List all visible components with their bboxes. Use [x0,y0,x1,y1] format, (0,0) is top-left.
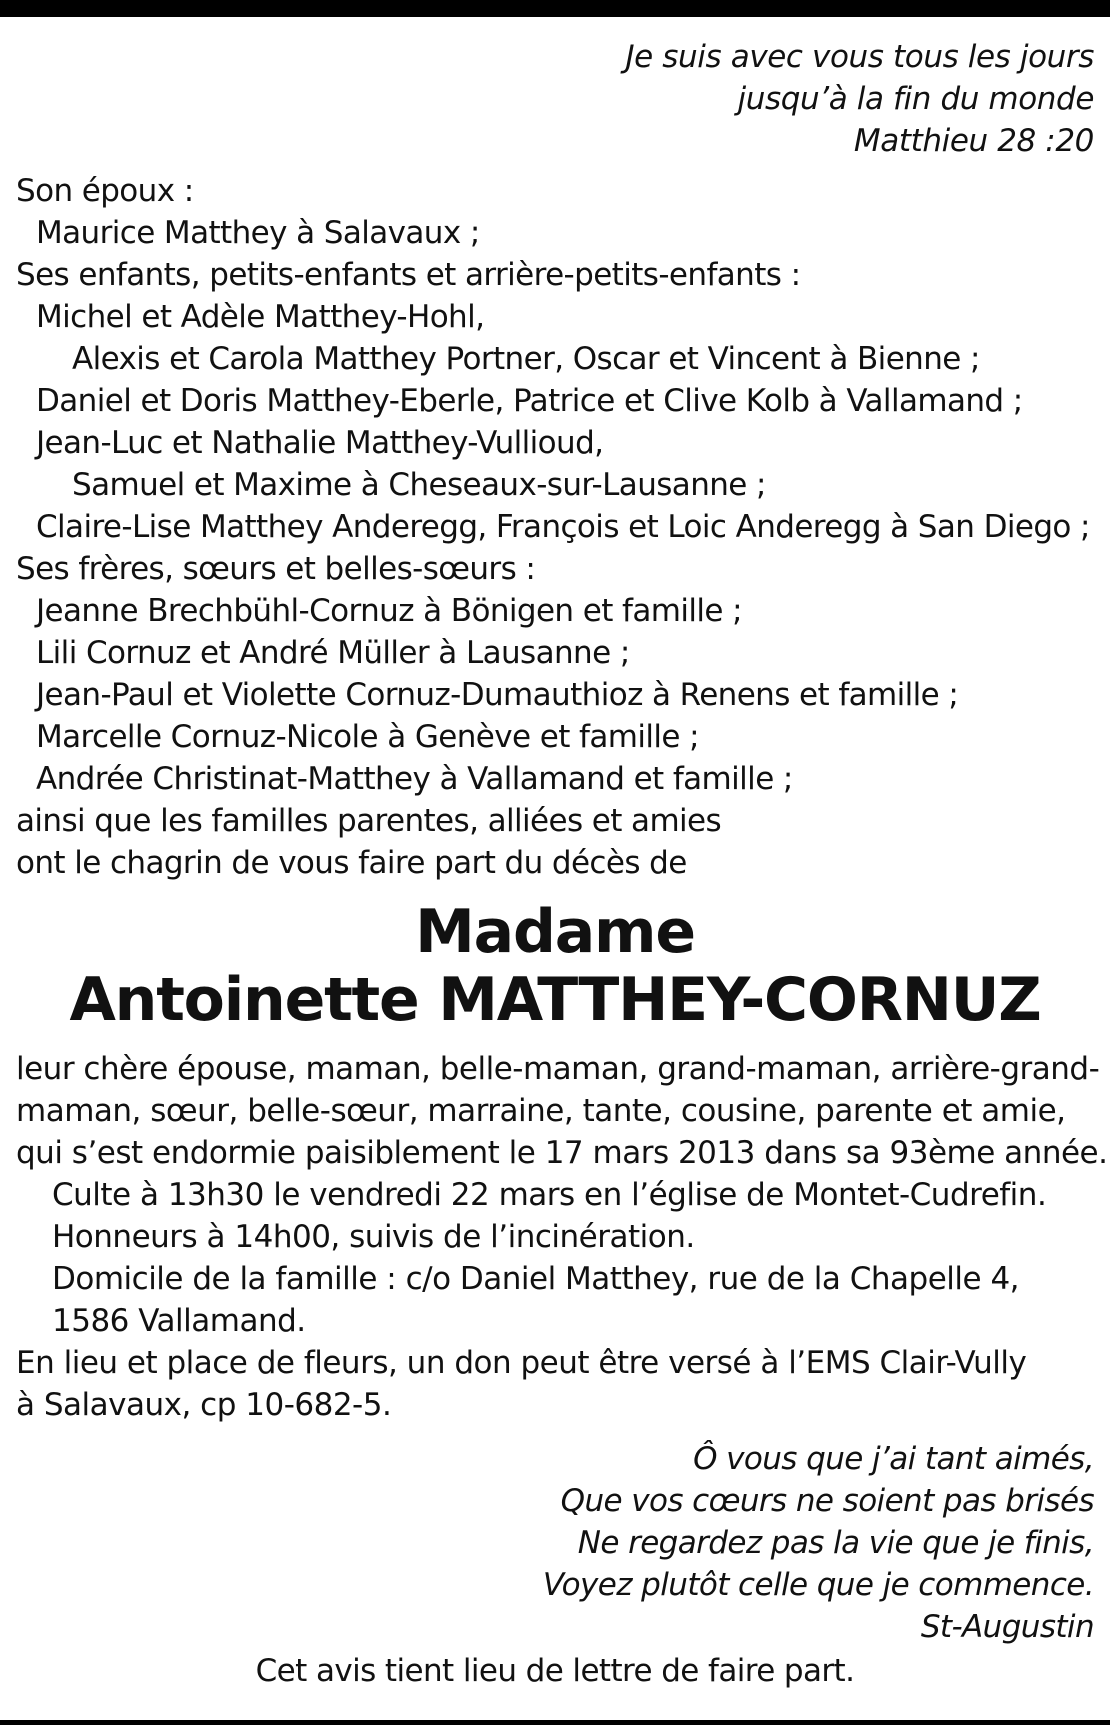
top-rule [0,0,1110,17]
epigraph [16,36,1094,162]
deceased-title: Madame [415,897,695,967]
footer-note: Cet avis tient lieu de lettre de faire part. [255,1653,855,1689]
details-line: à Salavaux, cp 10-682-5. [16,1387,392,1423]
poem-line: Voyez plutôt celle que je commence. [542,1567,1094,1603]
details-line: maman, sœur, belle-sœur, marraine, tante, cousine, parente et amie, [16,1093,1066,1129]
family-line: ainsi que les familles parentes, alliées et amies [16,803,722,839]
epigraph-line: jusqu’à la fin du monde [737,81,1094,117]
epigraph-reference: Matthieu 28 :20 [853,123,1094,159]
family-line: Jean-Paul et Violette Cornuz-Dumauthioz à Renens et famille ; [36,677,959,713]
details-line: Domicile de la famille : c/o Daniel Matthey, rue de la Chapelle 4, [52,1261,1020,1297]
family-line: Marcelle Cornuz-Nicole à Genève et famille ; [36,719,699,755]
family-line: Andrée Christinat-Matthey à Vallamand et famille ; [36,761,793,797]
family-line: Jeanne Brechbühl-Cornuz à Bönigen et famille ; [36,593,742,629]
epigraph-line: Je suis avec vous tous les jours [625,39,1094,75]
closing-poem [16,1438,1094,1648]
family-line: Ses enfants, petits-enfants et arrière-petits-enfants : [16,257,801,293]
poem-line: Ô vous que j’ai tant aimés, [693,1441,1094,1477]
family-line: Lili Cornuz et André Müller à Lausanne ; [36,635,630,671]
family-line: Maurice Matthey à Salavaux ; [36,215,480,251]
poem-line: Ne regardez pas la vie que je finis, [577,1525,1094,1561]
details-line: Honneurs à 14h00, suivis de l’incinération. [52,1219,695,1255]
details-line: 1586 Vallamand. [52,1303,306,1339]
family-line: Samuel et Maxime à Cheseaux-sur-Lausanne ; [72,467,766,503]
obituary-notice [16,36,1108,1692]
family-line: Michel et Adèle Matthey-Hohl, [36,299,485,335]
family-line: Daniel et Doris Matthey-Eberle, Patrice et Clive Kolb à Vallamand ; [36,383,1023,419]
family-line: Alexis et Carola Matthey Portner, Oscar et Vincent à Bienne ; [72,341,980,377]
deceased-heading [16,898,1094,1034]
poem-author: St-Augustin [920,1609,1094,1645]
deceased-name: Antoinette MATTHEY-CORNUZ [69,965,1041,1035]
family-line: ont le chagrin de vous faire part du décès de [16,845,687,881]
family-line: Claire-Lise Matthey Anderegg, François et Loic Anderegg à San Diego ; [36,509,1090,545]
family-line: Ses frères, sœurs et belles-sœurs : [16,551,536,587]
details-line: leur chère épouse, maman, belle-maman, grand-maman, arrière-grand- [16,1051,1100,1087]
family-list [16,170,1094,884]
details-line: qui s’est endormie paisiblement le 17 mars 2013 dans sa 93ème année. [16,1135,1108,1171]
poem-line: Que vos cœurs ne soient pas brisés [560,1483,1094,1519]
details [16,1048,1108,1426]
details-line: En lieu et place de fleurs, un don peut être versé à l’EMS Clair-Vully [16,1345,1027,1381]
bottom-rule [0,1720,1110,1725]
family-line: Jean-Luc et Nathalie Matthey-Vullioud, [36,425,604,461]
family-line: Son époux : [16,173,194,209]
details-line: Culte à 13h30 le vendredi 22 mars en l’église de Montet-Cudrefin. [52,1177,1047,1213]
